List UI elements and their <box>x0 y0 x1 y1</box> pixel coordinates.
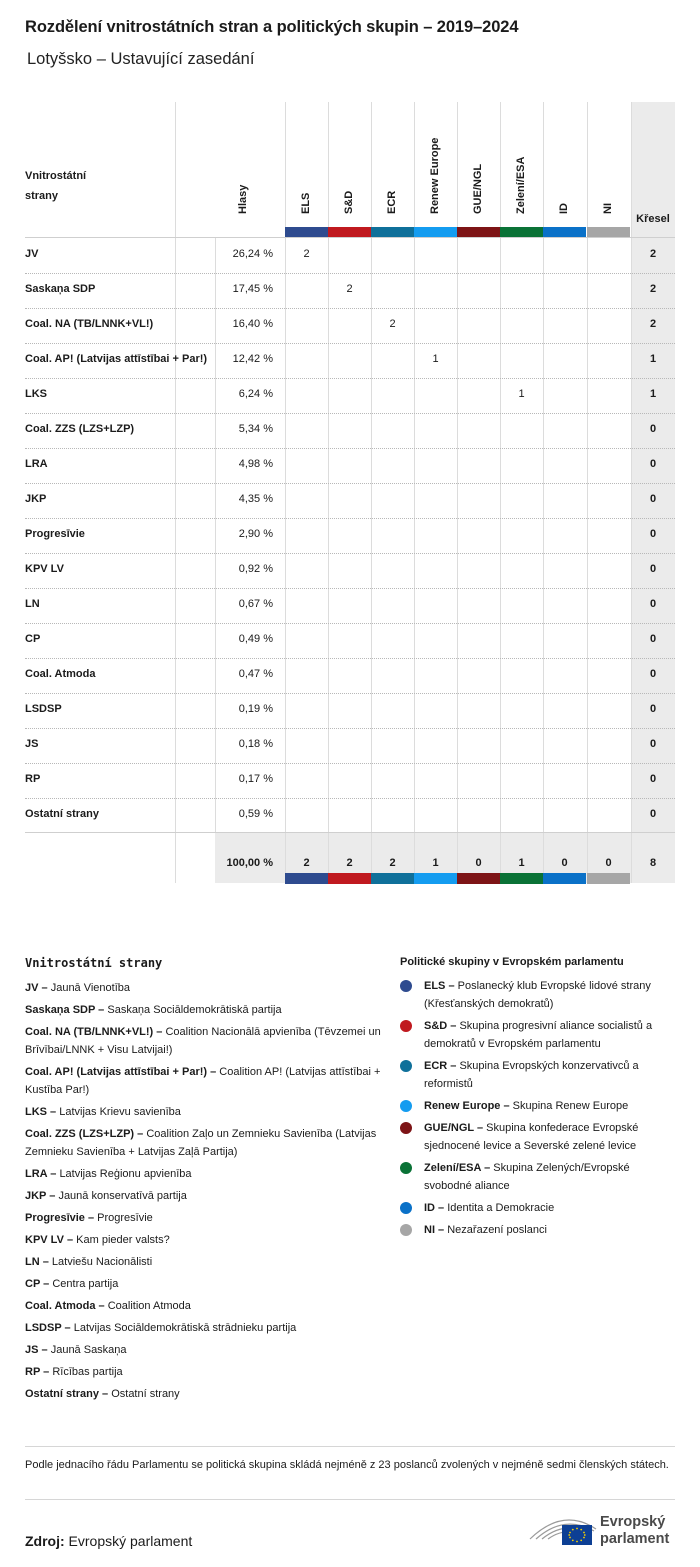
legend-party-name: Kam pieder valsts? <box>76 1234 170 1246</box>
vote-share: 0,17 % <box>238 773 273 785</box>
legend-party-abbr: Coal. ZZS (LZS+LZP) <box>25 1128 135 1140</box>
group-column-header <box>285 102 328 226</box>
table-row <box>25 763 675 798</box>
group-header-label: GUE/NGL <box>471 163 484 214</box>
table-row <box>25 483 675 518</box>
legend-party-name: Coalition AP! (Latvijas attīstībai + Kustība Par!) <box>25 1066 381 1096</box>
legend-group-abbr: Renew Europe <box>424 1100 501 1112</box>
row-divider <box>25 378 675 380</box>
party-seat-total: 1 <box>649 353 657 365</box>
legend-party-item <box>25 1363 385 1381</box>
group-seat-total: 2 <box>303 857 310 869</box>
table-row <box>25 798 675 833</box>
legend-group-abbr: ELS <box>424 980 446 992</box>
legend-group-item <box>400 1119 680 1155</box>
legend-party-item <box>25 1125 385 1161</box>
table-row <box>25 378 675 413</box>
legend-separator: – <box>46 1190 59 1202</box>
vote-share: 0,47 % <box>238 668 273 680</box>
legend-party-name: Coalition Nacionālā apvienība (Tēvzemei un Brīvībai/LNNK + Visu Latvijai!) <box>25 1026 381 1056</box>
legend-party-abbr: KPV LV <box>25 1234 64 1246</box>
legend-separator: – <box>38 982 51 994</box>
party-name: JV <box>25 248 39 260</box>
legend-separator: – <box>473 1122 487 1134</box>
table-row <box>25 343 675 378</box>
row-divider <box>25 448 675 450</box>
legend-separator: – <box>40 1278 53 1290</box>
group-column-header <box>371 102 414 226</box>
legend-group-item <box>400 1221 680 1239</box>
vote-share: 0,59 % <box>238 808 273 820</box>
legend-party-abbr: Saskaņa SDP <box>25 1004 96 1016</box>
table-row <box>25 553 675 588</box>
source-label: Zdroj: <box>25 1533 65 1549</box>
group-color-dot-icon <box>400 980 412 992</box>
legend-party-abbr: JKP <box>25 1190 47 1202</box>
legend-separator: – <box>47 1168 60 1180</box>
group-seat-total: 2 <box>389 857 396 869</box>
legend-separator: – <box>435 1202 448 1214</box>
totals-divider <box>25 832 675 833</box>
legend-party-name: Latviešu Nacionālisti <box>51 1256 153 1268</box>
legend-separator: – <box>47 1106 60 1118</box>
legend-political-groups-heading: Politické skupiny v Evropském parlamentu <box>400 956 624 968</box>
legend-group-name: Skupina Renew Europe <box>512 1100 629 1112</box>
table-row <box>25 623 675 658</box>
legend-separator: – <box>95 1300 108 1312</box>
party-seat-total: 0 <box>649 423 657 435</box>
legend-party-name: Coalition Atmoda <box>107 1300 191 1312</box>
legend-party-item <box>25 979 385 997</box>
legend-party-name: Latvijas Reģionu apvienība <box>59 1168 192 1180</box>
group-seat-total: 0 <box>475 857 482 869</box>
group-color-dot-icon <box>400 1020 412 1032</box>
legend-national-parties <box>25 956 385 1407</box>
group-seat-count: 2 <box>389 318 396 330</box>
vote-share: 0,49 % <box>238 633 273 645</box>
table-row <box>25 728 675 763</box>
party-seat-total: 1 <box>649 388 657 400</box>
group-color-dot-icon <box>400 1162 412 1174</box>
group-seat-count: 1 <box>432 353 439 365</box>
legend-group-name: Poslanecký klub Evropské lidové strany (Křesťanských demokratů) <box>424 980 651 1010</box>
party-seat-total: 0 <box>649 458 657 470</box>
legend-party-item <box>25 1385 385 1403</box>
vote-share: 5,34 % <box>238 423 273 435</box>
table-row <box>25 238 675 273</box>
legend-party-abbr: LRA <box>25 1168 48 1180</box>
party-name: JS <box>25 738 39 750</box>
legend-party-name: Jaunā Saskaņa <box>50 1344 127 1356</box>
legend-group-abbr: S&D <box>424 1020 448 1032</box>
legend-separator: – <box>39 1256 52 1268</box>
vote-share: 16,40 % <box>232 318 273 330</box>
party-seat-total: 0 <box>649 563 657 575</box>
legend-separator: – <box>40 1366 53 1378</box>
group-column-header <box>457 102 500 226</box>
legend-group-item <box>400 1199 680 1217</box>
party-column-header: Vnitrostátní strany <box>25 170 87 202</box>
group-header-label: S&D <box>342 190 355 214</box>
party-name: LKS <box>25 388 47 400</box>
legend-party-abbr: JV <box>25 982 39 994</box>
legend-separator: – <box>500 1100 513 1112</box>
ep-logo-text-line1: Evropský <box>600 1514 666 1530</box>
seats-column-header: Křesel <box>636 213 670 225</box>
legend-party-name: Latvijas Krievu savienība <box>59 1106 181 1118</box>
legend-party-abbr: Coal. AP! (Latvijas attīstībai + Par!) <box>25 1066 208 1078</box>
legend-separator: – <box>134 1128 147 1140</box>
footnote: Podle jednacího řádu Parlamentu se politická skupina skládá nejméně z 23 poslanců zvolených v nejméně sedmi členských státech. <box>25 1446 675 1474</box>
legend-group-abbr: ID <box>424 1202 435 1214</box>
party-name: Progresīvie <box>25 528 85 540</box>
legend-party-name: Progresīvie <box>97 1212 153 1224</box>
legend-separator: – <box>153 1026 166 1038</box>
legend-group-name: Identita a Demokracie <box>447 1202 555 1214</box>
legend-party-abbr: Coal. NA (TB/LNNK+VL!) <box>25 1026 154 1038</box>
party-name: Ostatní strany <box>25 808 99 820</box>
legend-separator: – <box>38 1344 51 1356</box>
party-seat-total: 0 <box>649 598 657 610</box>
group-header-label: ELS <box>299 192 312 214</box>
legend-party-item <box>25 1319 385 1337</box>
vote-share: 2,90 % <box>238 528 273 540</box>
row-divider <box>25 518 675 520</box>
legend-separator: – <box>95 1004 108 1016</box>
row-divider <box>25 588 675 590</box>
party-seat-total: 2 <box>649 248 657 260</box>
legend-separator: – <box>481 1162 494 1174</box>
legend-separator: – <box>61 1322 74 1334</box>
party-name: LSDSP <box>25 703 62 715</box>
legend-party-abbr: LKS <box>25 1106 47 1118</box>
table-row <box>25 308 675 343</box>
party-seat-total: 0 <box>649 808 657 820</box>
legend-group-item <box>400 1159 680 1195</box>
legend-separator: – <box>435 1224 448 1236</box>
legend-party-item <box>25 1103 385 1121</box>
votes-column-header <box>215 102 273 226</box>
group-seat-count: 2 <box>346 283 353 295</box>
party-seat-total: 0 <box>649 738 657 750</box>
party-seat-total: 0 <box>649 773 657 785</box>
group-header-label: Renew Europe <box>428 137 441 214</box>
page-title: Rozdělení vnitrostátních stran a politických skupin – 2019–2024 <box>25 18 519 36</box>
group-color-dot-icon <box>400 1224 412 1236</box>
legend-party-item <box>25 1275 385 1293</box>
votes-header-label: Hlasy <box>237 184 249 214</box>
party-name: KPV LV <box>25 563 64 575</box>
party-seat-total: 0 <box>649 633 657 645</box>
group-color-dot-icon <box>400 1100 412 1112</box>
group-header-label: ECR <box>385 190 398 214</box>
ep-logo-text-line2: parlament <box>600 1531 670 1547</box>
row-divider <box>25 483 675 485</box>
legend-party-abbr: LN <box>25 1256 40 1268</box>
legend-party-abbr: Ostatní strany <box>25 1388 99 1400</box>
legend-party-name: Rīcības partija <box>52 1366 123 1378</box>
group-seat-total: 1 <box>432 857 439 869</box>
group-color-dot-icon <box>400 1122 412 1134</box>
row-divider <box>25 798 675 800</box>
legend-group-name: Skupina Evropských konzervativců a reformistů <box>424 1060 639 1090</box>
group-seat-count: 2 <box>303 248 310 260</box>
vote-share: 6,24 % <box>238 388 273 400</box>
vote-share: 12,42 % <box>232 353 273 365</box>
total-vote-share: 100,00 % <box>226 857 273 869</box>
party-name: LN <box>25 598 40 610</box>
legend-party-abbr: LSDSP <box>25 1322 62 1334</box>
grand-seat-total: 8 <box>649 857 657 869</box>
legend-separator: – <box>447 1020 460 1032</box>
legend-party-name: Ostatní strany <box>111 1388 180 1400</box>
legend-group-name: Skupina progresivní aliance socialistů a demokratů v Evropském parlamentu <box>424 1020 653 1050</box>
party-name: Coal. NA (TB/LNNK+VL!) <box>25 318 154 330</box>
results-table <box>25 102 675 883</box>
vote-share: 17,45 % <box>232 283 273 295</box>
vote-share: 0,67 % <box>238 598 273 610</box>
party-name: Coal. AP! (Latvijas attīstībai + Par!) <box>25 353 208 365</box>
group-seat-count: 1 <box>518 388 525 400</box>
party-seat-total: 0 <box>649 493 657 505</box>
row-divider <box>25 553 675 555</box>
table-row <box>25 588 675 623</box>
legend-group-abbr: Zelení/ESA <box>424 1162 482 1174</box>
legend-party-abbr: JS <box>25 1344 39 1356</box>
group-seat-total: 0 <box>561 857 568 869</box>
group-seat-total: 0 <box>605 857 612 869</box>
group-column-header <box>500 102 543 226</box>
legend-party-item <box>25 1001 385 1019</box>
vote-share: 26,24 % <box>232 248 273 260</box>
party-name: CP <box>25 633 41 645</box>
table-row <box>25 273 675 308</box>
group-column-header <box>543 102 586 226</box>
legend-party-abbr: Coal. Atmoda <box>25 1300 96 1312</box>
table-row <box>25 448 675 483</box>
vote-share: 0,19 % <box>238 703 273 715</box>
legend-separator: – <box>63 1234 77 1246</box>
party-seat-total: 2 <box>649 318 657 330</box>
legend-group-name: Nezařazení poslanci <box>447 1224 547 1236</box>
group-color-dot-icon <box>400 1060 412 1072</box>
group-column-header <box>328 102 371 226</box>
group-color-dot-icon <box>400 1202 412 1214</box>
party-seat-total: 0 <box>649 668 657 680</box>
legend-party-abbr: RP <box>25 1366 41 1378</box>
legend-group-item <box>400 1097 680 1115</box>
legend-separator: – <box>447 1060 460 1072</box>
legend-party-item <box>25 1187 385 1205</box>
legend-party-name: Coalition Zaļo un Zemnieku Savienība (Latvijas Zemnieku Savienība + Latvijas Zaļā Partija) <box>25 1128 377 1158</box>
group-header-label: Zelení/ESA <box>514 156 527 214</box>
legend-separator: – <box>84 1212 98 1224</box>
legend-political-groups <box>400 956 680 1243</box>
legend-party-item <box>25 1023 385 1059</box>
legend-group-abbr: GUE/NGL <box>424 1122 474 1134</box>
party-seat-total: 0 <box>649 703 657 715</box>
row-divider <box>25 273 675 275</box>
legend-group-name: Skupina Zelených/Evropské svobodné aliance <box>424 1162 630 1192</box>
legend-group-item <box>400 1017 680 1053</box>
legend-group-abbr: ECR <box>424 1060 448 1072</box>
legend-group-name: Skupina konfederace Evropské sjednocené levice a Severské zelené levice <box>424 1122 639 1152</box>
party-seat-total: 0 <box>649 528 657 540</box>
legend-party-abbr: CP <box>25 1278 41 1290</box>
row-divider <box>25 693 675 695</box>
table-row <box>25 518 675 553</box>
legend-party-item <box>25 1253 385 1271</box>
group-header-label: ID <box>557 203 570 214</box>
group-seat-total: 1 <box>518 857 525 869</box>
legend-party-abbr: Progresīvie <box>25 1212 85 1224</box>
party-name: Coal. ZZS (LZS+LZP) <box>25 423 135 435</box>
source-value: Evropský parlament <box>68 1533 193 1549</box>
vote-share: 4,98 % <box>238 458 273 470</box>
legend-party-name: Latvijas Sociāldemokrātiskā strādnieku partija <box>73 1322 297 1334</box>
legend-party-item <box>25 1063 385 1099</box>
legend-party-item <box>25 1165 385 1183</box>
legend-separator: – <box>207 1066 220 1078</box>
footer-divider <box>25 1499 675 1500</box>
vote-share: 0,92 % <box>238 563 273 575</box>
row-divider <box>25 343 675 345</box>
legend-party-name: Centra partija <box>52 1278 119 1290</box>
row-divider <box>25 413 675 415</box>
row-divider <box>25 308 675 310</box>
totals-row <box>25 847 675 882</box>
legend-party-name: Jaunā Vienotība <box>50 982 131 994</box>
table-row <box>25 413 675 448</box>
source-line <box>25 1533 192 1549</box>
legend-group-item <box>400 1057 680 1093</box>
legend-party-item <box>25 1297 385 1315</box>
table-row <box>25 658 675 693</box>
ep-logo-text <box>600 1514 669 1548</box>
row-divider <box>25 658 675 660</box>
group-seat-total: 2 <box>346 857 353 869</box>
vote-share: 0,18 % <box>238 738 273 750</box>
legend-party-name: Jaunā konservatīvā partija <box>58 1190 187 1202</box>
legend-group-item <box>400 977 680 1013</box>
party-name: Coal. Atmoda <box>25 668 96 680</box>
legend-party-item <box>25 1341 385 1359</box>
page-subtitle: Lotyšsko – Ustavující zasedání <box>27 50 255 68</box>
row-divider <box>25 728 675 730</box>
legend-party-name: Saskaņa Sociāldemokrātiskā partija <box>107 1004 282 1016</box>
legend-separator: – <box>445 980 458 992</box>
group-column-header <box>414 102 457 226</box>
group-header-label: NI <box>601 203 614 214</box>
row-divider <box>25 623 675 625</box>
party-name: LRA <box>25 458 48 470</box>
row-divider <box>25 763 675 765</box>
party-name: Saskaņa SDP <box>25 283 96 295</box>
legend-separator: – <box>98 1388 112 1400</box>
table-row <box>25 693 675 728</box>
group-column-header <box>587 102 630 226</box>
vote-share: 4,35 % <box>238 493 273 505</box>
party-name: JKP <box>25 493 47 505</box>
legend-party-item <box>25 1231 385 1249</box>
party-name: RP <box>25 773 41 785</box>
party-seat-total: 2 <box>649 283 657 295</box>
legend-party-item <box>25 1209 385 1227</box>
legend-group-abbr: NI <box>424 1224 435 1236</box>
legend-national-parties-heading: Vnitrostátní strany <box>25 956 163 970</box>
